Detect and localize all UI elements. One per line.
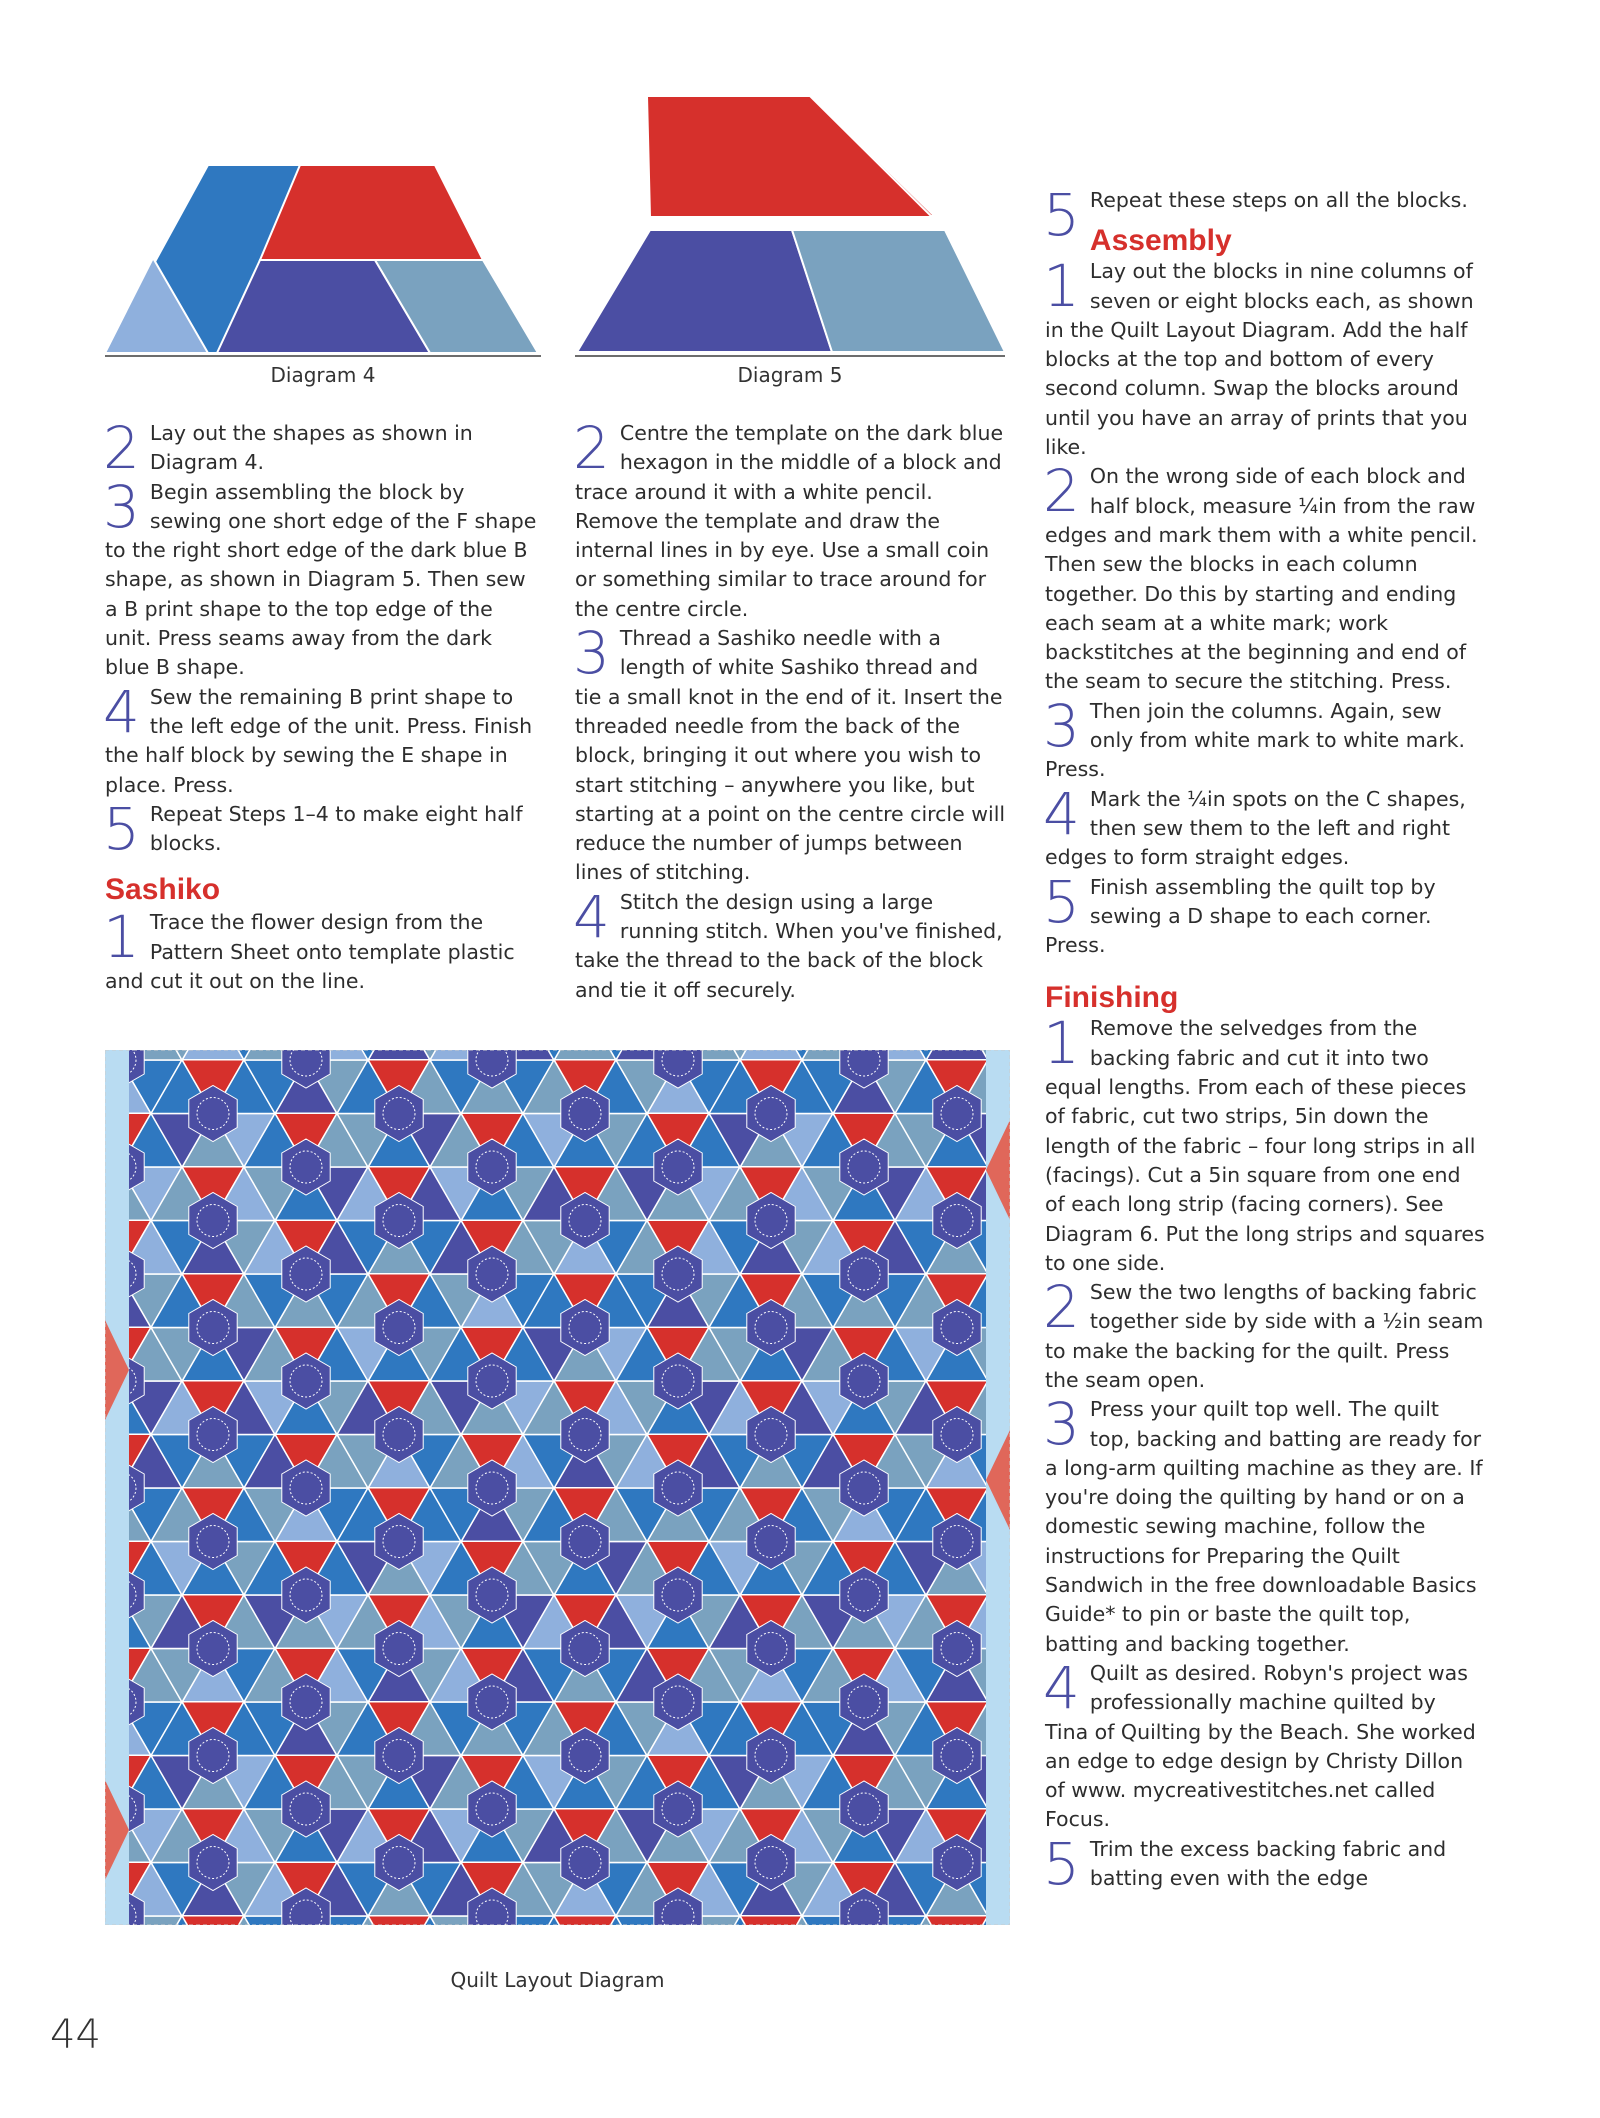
step-number: 4: [1043, 1653, 1080, 1722]
block-wedge: [182, 1916, 244, 1925]
diagram-4-caption: Diagram 4: [270, 363, 376, 387]
instruction-step: [103, 472, 540, 683]
instruction-step: [1043, 867, 1485, 961]
step-number: 1: [1043, 252, 1080, 321]
block-wedge: [740, 1916, 802, 1925]
step-number: 1: [1043, 1009, 1080, 1078]
diagram-5-rule: [575, 355, 1005, 357]
step-number: 3: [1043, 691, 1080, 760]
quilt-layout-caption: Quilt Layout Diagram: [450, 1968, 665, 1992]
instruction-step: [103, 794, 540, 863]
diagram-5: [575, 93, 1007, 355]
quilt-layout-diagram: [105, 1050, 1010, 1925]
step-number: 4: [573, 882, 610, 951]
step-number: 3: [1043, 1390, 1080, 1459]
block-wedge: [554, 1050, 616, 1060]
instruction-step: [1043, 691, 1485, 785]
assembly-steps: [1043, 252, 1485, 960]
step-text: Sew the two lengths of backing fabric together side by side with a ½in seam to make the backing for the quilt. Press the seam open.: [1045, 1280, 1484, 1392]
step-number: 3: [103, 472, 140, 541]
step-text: Begin assembling the block by sewing one short edge of the F shape to the right short edge of the dark blue B shape, as shown in Diagram 5. Then sew a B print shape to the top edge of the unit. Press seams away from the dark blue B shape.: [105, 479, 537, 680]
block-wedge: [368, 1050, 430, 1060]
instruction-step: [573, 882, 1008, 1005]
step-text: Quilt as desired. Robyn's project was professionally machine quilted by Tina of Quilting by the Beach. She worked an edge to edge design by Christy Dillon of www. mycreativestitches.net called Focus.: [1045, 1660, 1476, 1832]
step-text: Trace the flower design from the Pattern Sheet onto template plastic and cut it out on the line.: [105, 910, 515, 994]
step-number: 1: [103, 903, 140, 972]
step-text: Trim the excess backing fabric and batting even with the edge: [1089, 1836, 1447, 1891]
step-text: Centre the template on the dark blue hexagon in the middle of a block and trace around it with a white pencil. Remove the template and draw the internal lines in by eye. Use a small coin or something similar to trace around for the centre circle.: [575, 421, 1004, 621]
step-text: Mark the ¼in spots on the C shapes, then sew them to the left and right edges to form straight edges.: [1045, 786, 1466, 870]
block-wedge: [926, 1050, 988, 1060]
col1-steps: [103, 414, 540, 863]
instruction-step: [1043, 1273, 1485, 1395]
diagram-4-rule: [105, 355, 541, 357]
step-text: Repeat these steps on all the blocks.: [1089, 188, 1468, 212]
column-2: [573, 414, 1008, 1005]
block-wedge: [368, 1916, 430, 1925]
sashiko-steps: [103, 903, 540, 996]
diagram-4: [105, 160, 541, 356]
block-wedge: [554, 1916, 616, 1925]
step-text: Remove the selvedges from the backing fabric and cut it into two equal lengths. From each of these pieces of fabric, cut two strips, 5in down the length of the fabric – four long strips in all (facings). Cut a 5in square from one end of each long strip (facing corners). See Diagram 6. Put the long strips and squares to one side.: [1045, 1016, 1485, 1275]
instruction-step: [1043, 1009, 1485, 1278]
instruction-step: [573, 619, 1008, 888]
instruction-step: [1043, 457, 1485, 696]
step-text: Lay out the shapes as shown in Diagram 4.: [149, 421, 473, 475]
step-text: Lay out the blocks in nine columns of seven or eight blocks each, as shown in the Quilt Layout Diagram. Add the half blocks at the top and bottom of every second column. Swap the blocks around until you have an array of prints that you like.: [1045, 259, 1474, 460]
sashiko-heading: Sashiko: [105, 873, 221, 907]
step-text: Thread a Sashiko needle with a length of white Sashiko thread and tie a small knot in the end of it. Insert the threaded needle from the back of the block, bringing it out where you wish to start stitching – anywhere you like, but starting at a point on the centre circle will reduce the number of jumps between lines of stitching.: [575, 626, 1006, 885]
block-wedge: [182, 1050, 244, 1060]
step-number: 3: [573, 619, 610, 688]
instruction-step: [1043, 1390, 1485, 1659]
step-number: 2: [1043, 457, 1080, 526]
step-number: 5: [103, 794, 140, 863]
instruction-step: [573, 414, 1008, 624]
step-number: 5: [1043, 867, 1080, 936]
instruction-step: [103, 677, 540, 800]
finishing-steps: [1043, 1009, 1485, 1898]
step-text: Then join the columns. Again, sew only from white mark to white mark. Press.: [1045, 698, 1466, 782]
step-text: Finish assembling the quilt top by sewing a D shape to each corner. Press.: [1045, 874, 1436, 958]
step-text: Press your quilt top well. The quilt top, backing and batting are ready for a long-arm quilting machine as they are. If you're doing the quilting by hand or on a domestic sewing machine, follow the instructions for Preparing the Quilt Sandwich in the free downloadable Basics Guide* to pin or baste the quilt top, batting and backing together.: [1045, 1397, 1483, 1656]
instruction-step: [1043, 1653, 1485, 1835]
instruction-step: [1043, 252, 1485, 462]
step-number: 2: [573, 414, 610, 482]
step-text: On the wrong side of each block and half block, measure ¼in from the raw edges and mark them with a white pencil. Then sew the blocks in each column together. Do this by starting and ending each seam at a white mark; work backstitches at the beginning and end of the seam to secure the stitching. Press.: [1045, 464, 1478, 694]
finishing-heading: Finishing: [1045, 981, 1179, 1015]
step-number: 5: [1043, 181, 1080, 249]
diagram-5-caption: Diagram 5: [737, 363, 843, 387]
block-wedge: [926, 1916, 988, 1925]
step-text: Stitch the design using a large running stitch. When you've finished, take the thread to the back of the block and tie it off securely.: [575, 889, 1003, 1002]
instruction-step: [103, 903, 540, 996]
step-number: 2: [103, 414, 140, 482]
step-text: Sew the remaining B print shape to the left edge of the unit. Press. Finish the half block by sewing the E shape in place. Press.: [105, 684, 533, 797]
step-number: 2: [1043, 1273, 1080, 1342]
column-1: [103, 414, 540, 996]
block-wedge: [740, 1050, 802, 1060]
page-number: 44: [50, 2012, 101, 2058]
column-3: [1043, 181, 1485, 1898]
instruction-step: [1043, 779, 1485, 873]
step-number: 4: [1043, 779, 1080, 848]
col2-steps: [573, 414, 1008, 1005]
instruction-step: [1043, 1829, 1485, 1898]
step-text: Repeat Steps 1–4 to make eight half blocks.: [149, 801, 523, 856]
step-number: 5: [1043, 1829, 1080, 1898]
assembly-heading: Assembly: [1089, 224, 1232, 258]
step-number: 4: [103, 677, 140, 746]
instruction-step: [103, 414, 540, 482]
